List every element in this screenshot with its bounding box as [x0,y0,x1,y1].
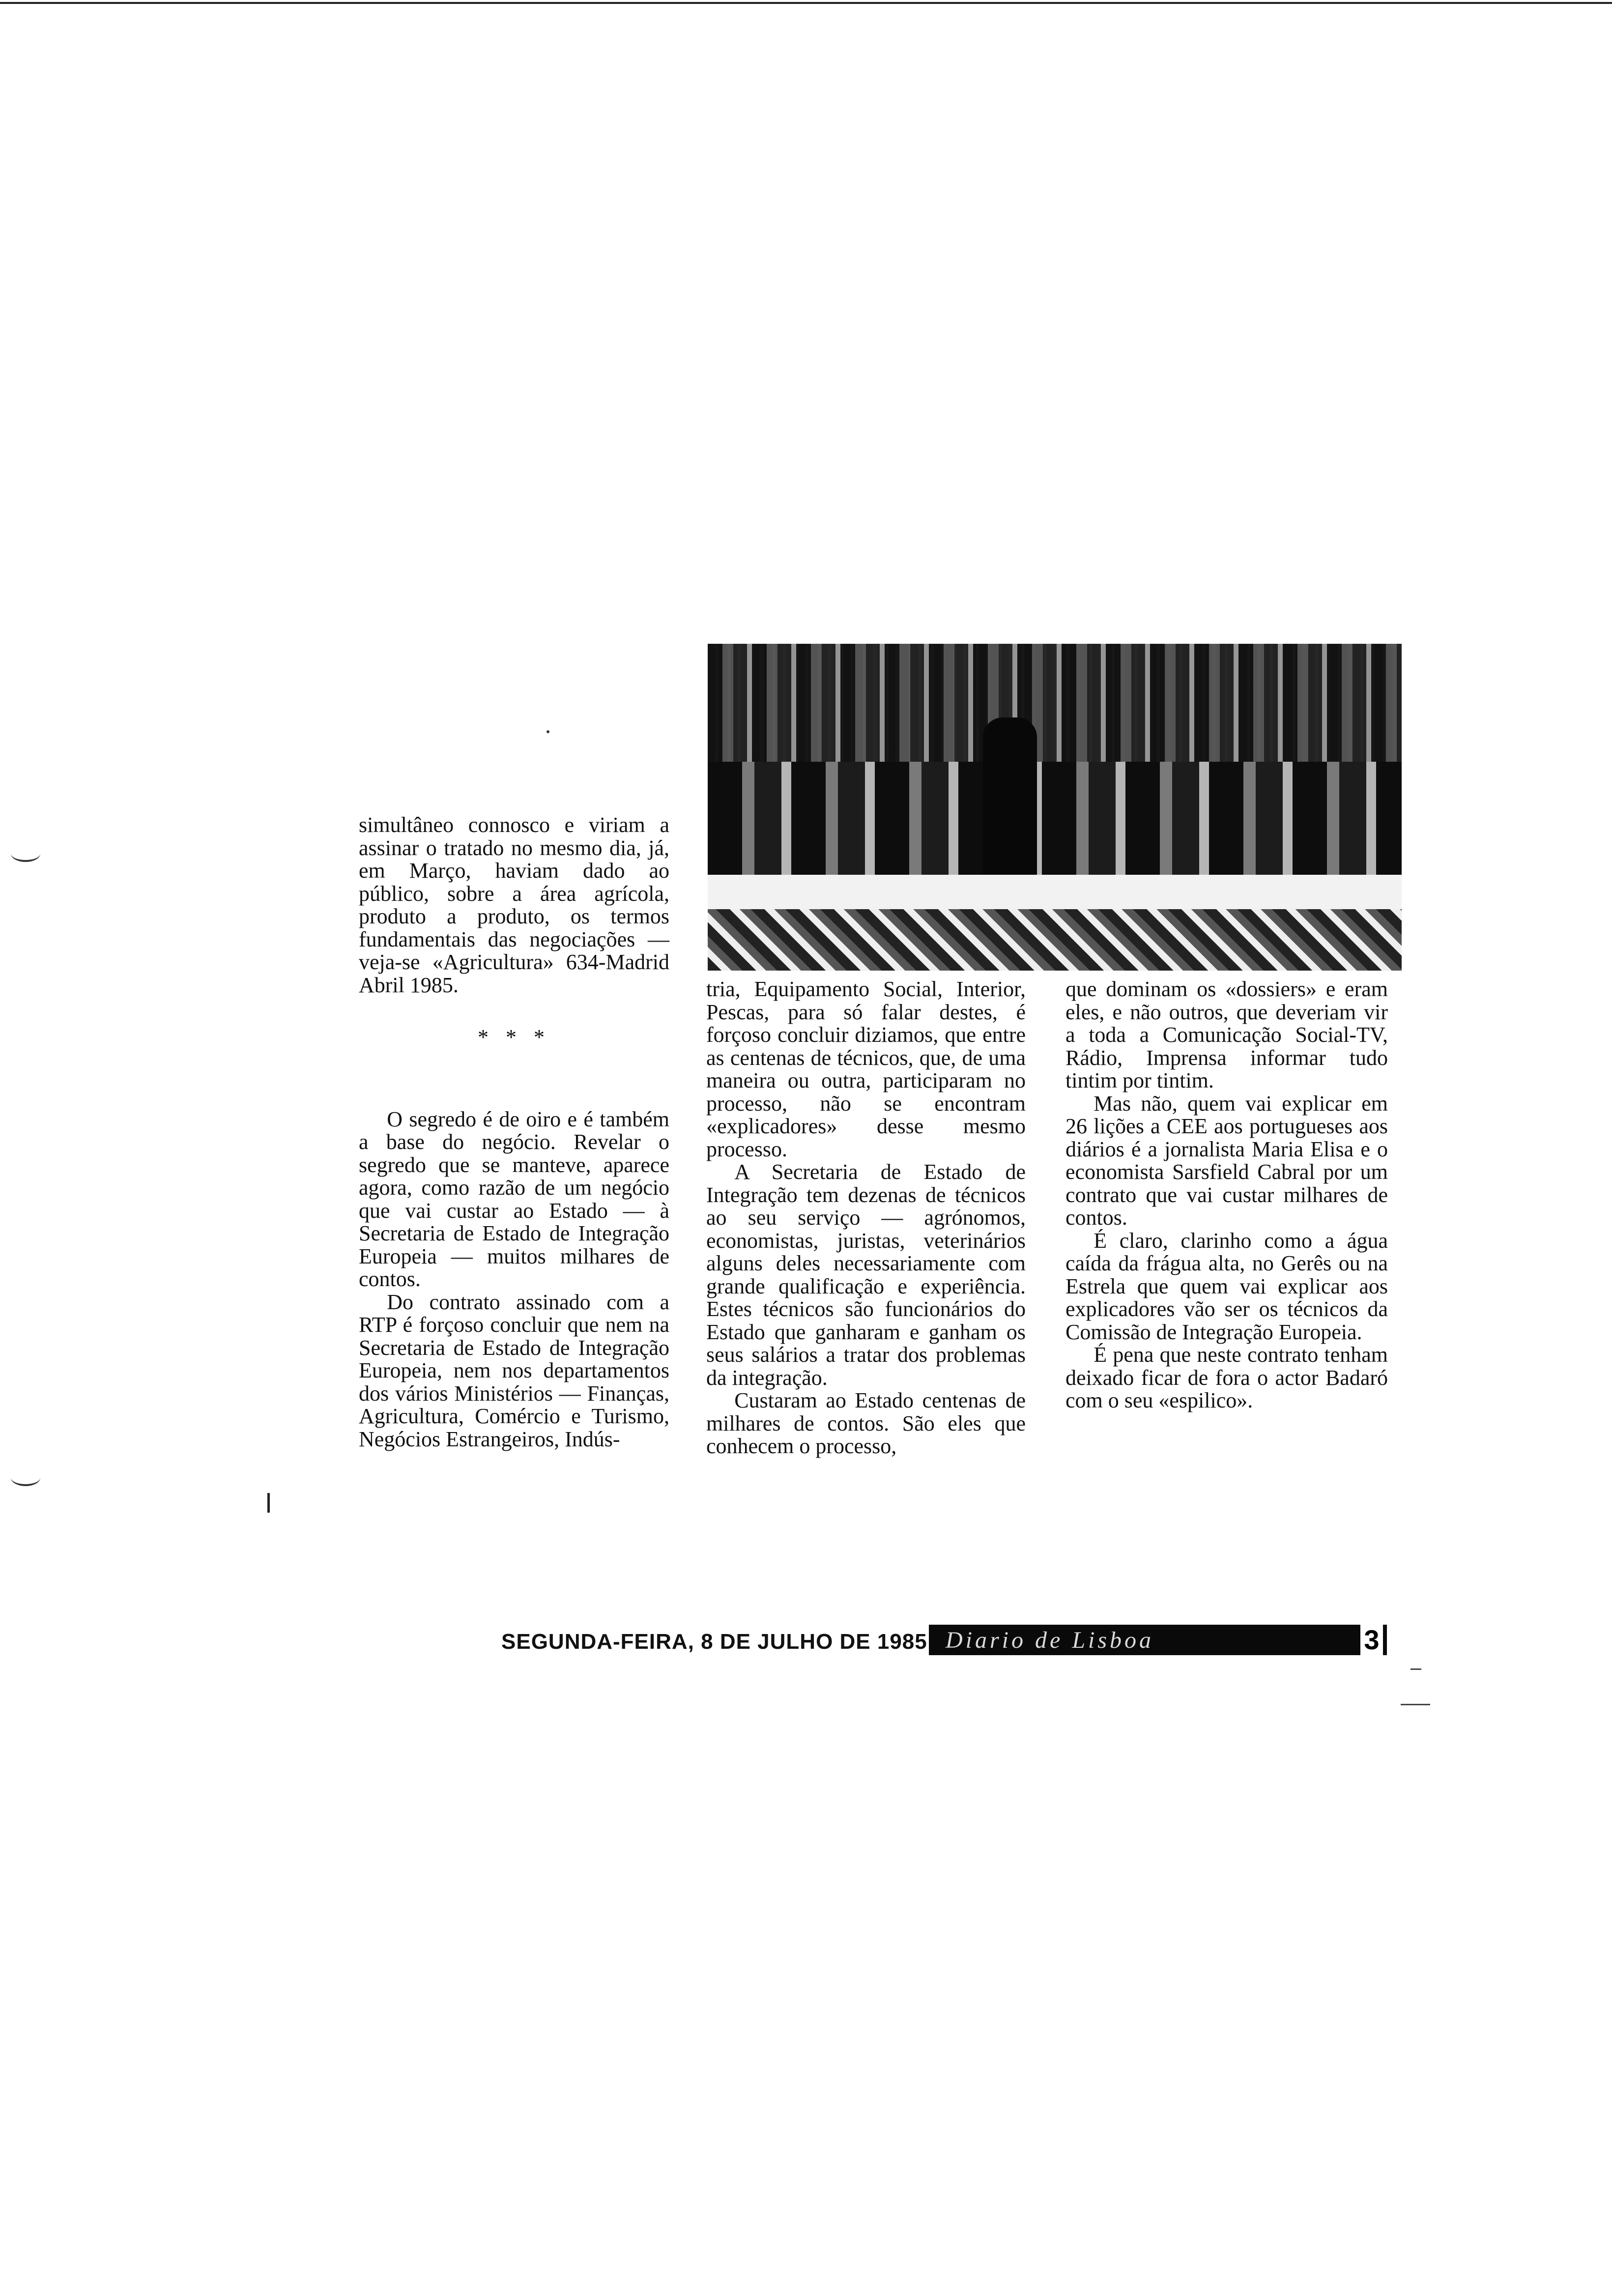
paragraph: O segredo é de oiro e é também a base do negócio. Revelar o segredo que se manteve, aparece agora, como razão de um negócio que vai custar ao Estado — à Secretaria de Estado de Integração Europeia — muitos milhares de contos. [359,1107,669,1291]
paragraph: Custaram ao Estado centenas de milhares de contos. São eles que conhecem o processo, [706,1388,1026,1458]
scan-dash [1401,1704,1430,1705]
article-column-2 [706,978,1026,1458]
margin-tick [267,1493,270,1513]
newspaper-footer-bar [929,1625,1387,1655]
paragraph: Do contrato assinado com a RTP é forçoso concluir que nem na Secretaria de Estado de Integração Europeia, nem nos departamentos dos vários Ministérios — Finanças, Agricultura, Comércio e Turismo, Negócios Estrangeiros, Indús- [359,1290,669,1451]
binding-mark-bottom [11,1469,40,1486]
paragraph: É claro, clarinho como a água caída da frágua alta, no Gerês ou na Estrela que quem vai explicar aos explicadores vão ser os técnicos da Comissão de Integração Europeia. [1065,1228,1388,1344]
article-column-3 [1065,978,1388,1412]
paragraph: Mas não, quem vai explicar em 26 lições a CEE aos portugueses aos diários é a jornalista Maria Elisa e o economista Sarsfield Cabral por um contrato que vai custar milhares de contos. [1065,1091,1388,1230]
article-column-1 [359,814,669,1451]
binding-mark-top [11,845,40,862]
paragraph: que dominam os «dossiers» e eram eles, e não outros, que deveriam vir a toda a Comunicação Social-TV, Rádio, Imprensa informar tudo tintim por tintim. [1065,977,1388,1092]
newspaper-name: Diario de Lisboa [946,1627,1154,1653]
page-date: SEGUNDA-FEIRA, 8 DE JULHO DE 1985 [501,1630,927,1654]
paragraph: tria, Equipamento Social, Interior, Pescas, para só falar destes, é forçoso concluir diziamos, que entre as centenas de técnicos, que, de uma maneira ou outra, participaram no processo, não se encontram «explicadores» desse mesmo processo. [706,977,1026,1161]
top-scan-edge [0,2,1612,4]
scan-dash [1410,1668,1421,1670]
scan-speck [547,730,549,733]
paragraph: simultâneo connosco e viriam a assinar o tratado no mesmo dia, já, em Março, haviam dado ao público, sobre a área agrícola, produto a produto, os termos fundamentais das negociações — veja-se «Agricultura» 634-Madrid Abril 1985. [359,813,669,997]
page-number: 3 [1360,1625,1383,1655]
paragraph: A Secretaria de Estado de Integração tem dezenas de técnicos ao seu serviço — agrónomos, economistas, juristas, veterinários alguns deles necessariamente com grande qualificação e experiência. Estes técnicos são funcionários do Estado que ganharam e ganham os seus salários a tratar dos problemas da integração. [706,1160,1026,1390]
section-divider: * * * [478,1025,550,1049]
paragraph: É pena que neste contrato tenham deixado ficar de fora o actor Badaró com o seu «espilico». [1065,1343,1388,1412]
article-photo [708,644,1402,971]
